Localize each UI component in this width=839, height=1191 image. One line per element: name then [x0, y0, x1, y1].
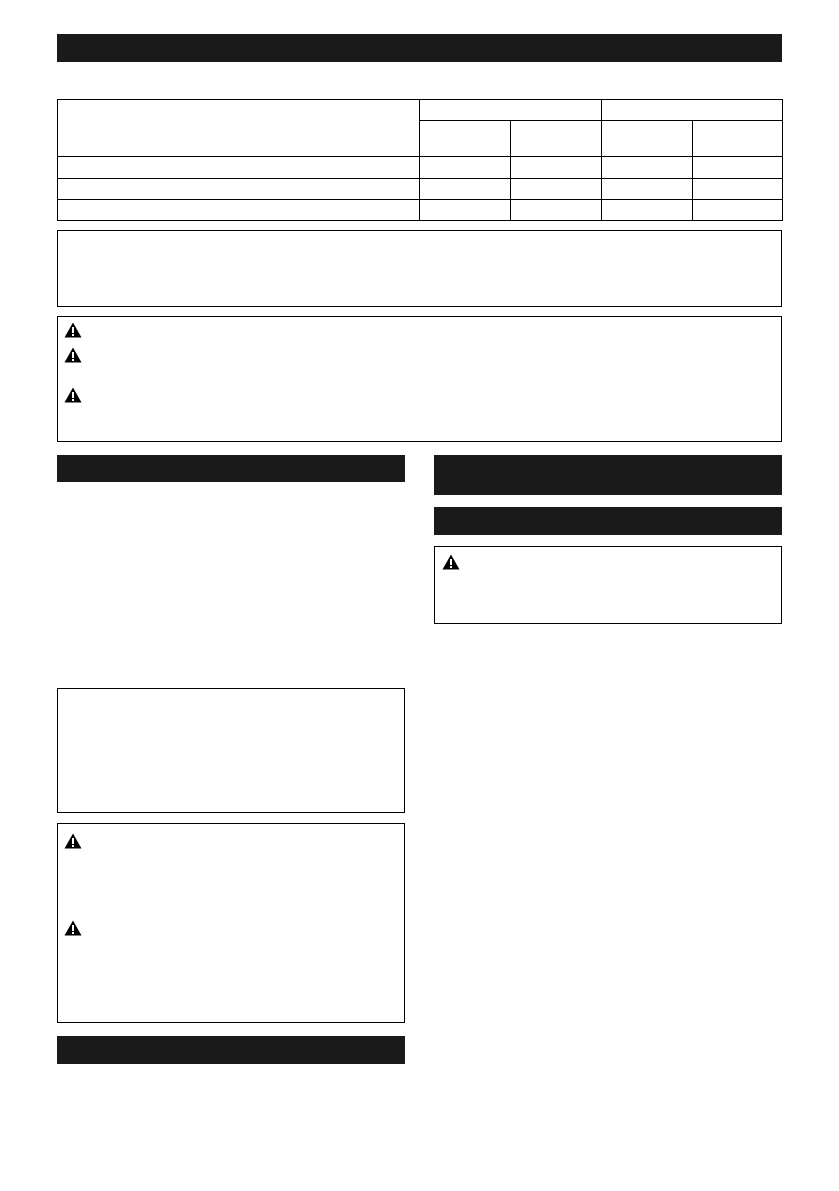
left-section-bar-2 [57, 1036, 405, 1064]
table-subheader-cell [511, 121, 602, 157]
warning-triangle-icon [64, 322, 82, 338]
right-section-bar-2 [434, 507, 782, 535]
table-cell [511, 200, 602, 221]
table-subheader-cell [693, 121, 783, 157]
warning-triangle-icon [64, 920, 82, 936]
table-row [58, 200, 783, 221]
warning-box-left [57, 823, 405, 1023]
table-cell [693, 200, 783, 221]
table-cell [58, 179, 420, 200]
table-subheader-cell [420, 121, 511, 157]
top-banner [57, 34, 782, 62]
table-cell [420, 179, 511, 200]
table-cell [511, 179, 602, 200]
right-section-bar-1 [434, 455, 782, 495]
table-row [58, 179, 783, 200]
warning-box-right [434, 546, 782, 624]
table-cell [58, 157, 420, 179]
note-box-left [57, 688, 405, 813]
specification-table [57, 99, 783, 221]
table-cell [693, 179, 783, 200]
note-box-wide [57, 230, 782, 307]
warning-triangle-icon [64, 833, 82, 849]
table-subheader-cell [602, 121, 693, 157]
table-cell [420, 200, 511, 221]
table-header-cell [602, 100, 783, 121]
table-cell [58, 200, 420, 221]
warning-triangle-icon [64, 387, 82, 403]
left-section-bar-1 [57, 455, 405, 482]
table-header-cell [420, 100, 602, 121]
warning-box-wide [57, 316, 782, 442]
table-cell [602, 157, 693, 179]
warning-triangle-icon [442, 554, 460, 570]
table-row [58, 157, 783, 179]
table-cell [602, 179, 693, 200]
table-cell [602, 200, 693, 221]
table-header-cell [58, 100, 420, 157]
table-cell [693, 157, 783, 179]
warning-triangle-icon [64, 347, 82, 363]
table-cell [420, 157, 511, 179]
table-cell [511, 157, 602, 179]
